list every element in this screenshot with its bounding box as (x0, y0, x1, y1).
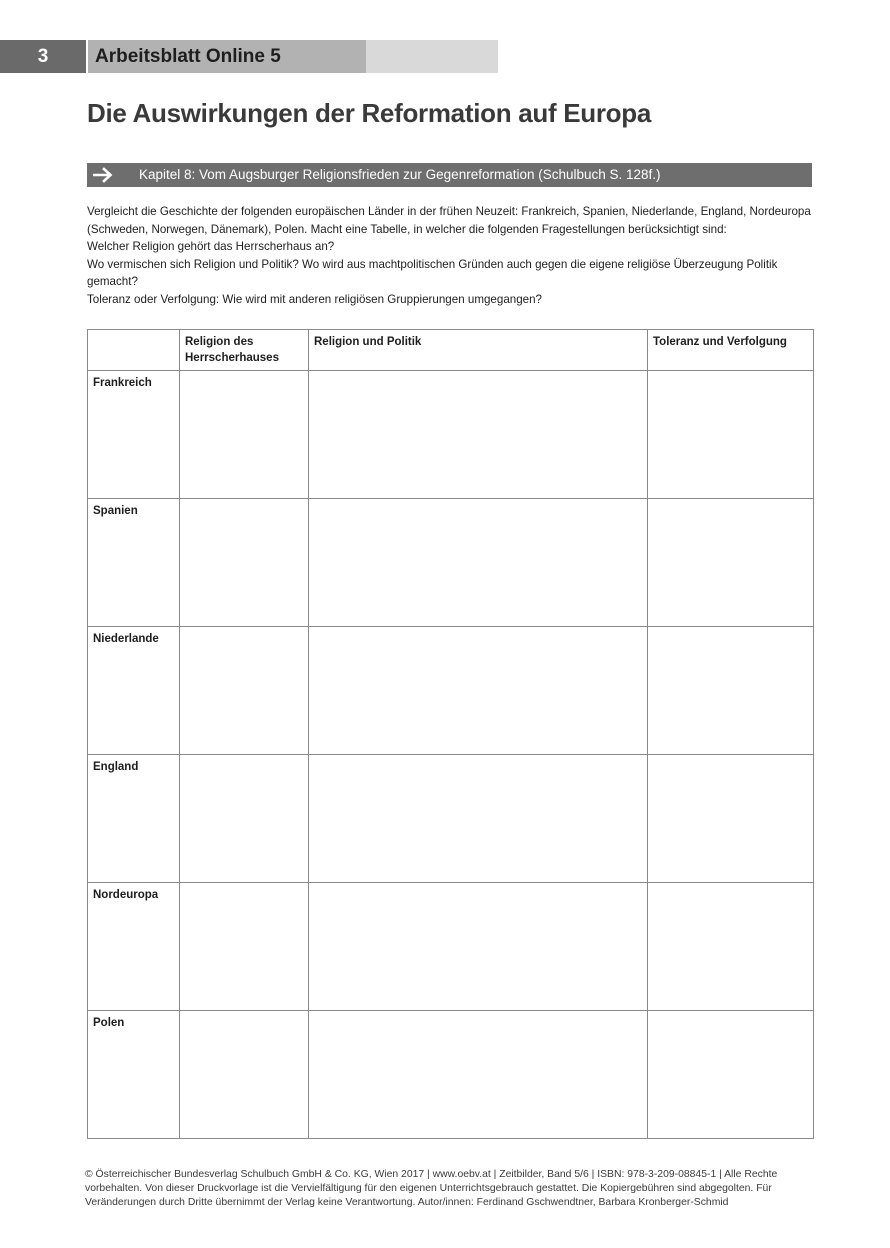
table-row (88, 883, 814, 1011)
table-header-ruling-house: Religion des Herrscherhauses (180, 330, 309, 371)
row-label-nordeuropa: Nordeuropa (88, 883, 180, 1011)
table-header-row (88, 330, 814, 371)
row-label-frankreich: Frankreich (88, 371, 180, 499)
worksheet-label: Arbeitsblatt Online 5 (88, 40, 366, 73)
copyright-footer (85, 1168, 815, 1210)
row-label-spanien: Spanien (88, 499, 180, 627)
arrow-right-icon (93, 167, 113, 183)
table-row (88, 371, 814, 499)
table-header-corner (88, 330, 180, 371)
table-row (88, 627, 814, 755)
table-header-tolerance: Toleranz und Verfolgung (648, 330, 814, 371)
instructions (87, 203, 814, 309)
page-number: 3 (0, 40, 86, 73)
instruction-paragraph: Vergleicht die Geschichte der folgenden europäischen Länder in der frühen Neuzeit: Frankreich, Spanien, Niederlande, England, Nordeuropa (Schweden, Norwegen, Dänemark), Polen. Macht eine Tabelle, in welcher die folgenden Fragestellungen berücksichtigt sind: (87, 205, 811, 236)
chapter-label: Kapitel 8: Vom Augsburger Religionsfrieden zur Gegenreformation (Schulbuch S. 128f.) (139, 167, 661, 182)
answer-cell[interactable] (309, 371, 648, 499)
answer-cell[interactable] (180, 1011, 309, 1139)
copyright-text: © Österreichischer Bundesverlag Schulbuch GmbH & Co. KG, Wien 2017 | www.oebv.at | Zeitbilder, Band 5/6 | ISBN: 978-3-209-08845-1 | Alle Rechte vorbehalten. Von dieser Druckvorlage ist die Vervielfältigung für den eigenen Unterrichtsgebrauch gestattet. Die Kopiergebühren sind abgegolten. Für Veränderungen durch Dritte übernimmt der Verlag keine Verantwortung. Autor/innen: Ferdinand Gschwendtner, Barbara Kronberger-Schmid (85, 1169, 778, 1208)
question-religion-politics: Wo vermischen sich Religion und Politik? Wo wird aus machtpolitischen Gründen auch gegen die eigene religiöse Überzeugung Politik gemacht? (87, 257, 778, 289)
answer-cell[interactable] (648, 499, 814, 627)
answer-cell[interactable] (648, 755, 814, 883)
chapter-banner (87, 163, 812, 187)
question-ruling-house: Welcher Religion gehört das Herrscherhaus an? (87, 240, 335, 254)
table-row (88, 1011, 814, 1139)
row-label-niederlande: Niederlande (88, 627, 180, 755)
answer-cell[interactable] (648, 883, 814, 1011)
row-label-england: England (88, 755, 180, 883)
question-tolerance: Toleranz oder Verfolgung: Wie wird mit anderen religiösen Gruppierungen umgegangen? (87, 292, 543, 306)
answer-cell[interactable] (180, 627, 309, 755)
page-title: Die Auswirkungen der Reformation auf Europa (87, 98, 651, 128)
answer-cell[interactable] (309, 755, 648, 883)
table-header-religion-politics: Religion und Politik (309, 330, 648, 371)
answer-cell[interactable] (648, 627, 814, 755)
answer-cell[interactable] (648, 371, 814, 499)
answer-cell[interactable] (309, 499, 648, 627)
row-label-polen: Polen (88, 1011, 180, 1139)
comparison-table (87, 329, 814, 1139)
answer-cell[interactable] (180, 755, 309, 883)
answer-cell[interactable] (180, 883, 309, 1011)
table-row (88, 755, 814, 883)
answer-cell[interactable] (309, 883, 648, 1011)
header-bar-filler (366, 40, 498, 73)
header-bar (0, 40, 498, 73)
answer-cell[interactable] (180, 371, 309, 499)
answer-cell[interactable] (309, 627, 648, 755)
table-row (88, 499, 814, 627)
answer-cell[interactable] (648, 1011, 814, 1139)
answer-cell[interactable] (180, 499, 309, 627)
answer-cell[interactable] (309, 1011, 648, 1139)
